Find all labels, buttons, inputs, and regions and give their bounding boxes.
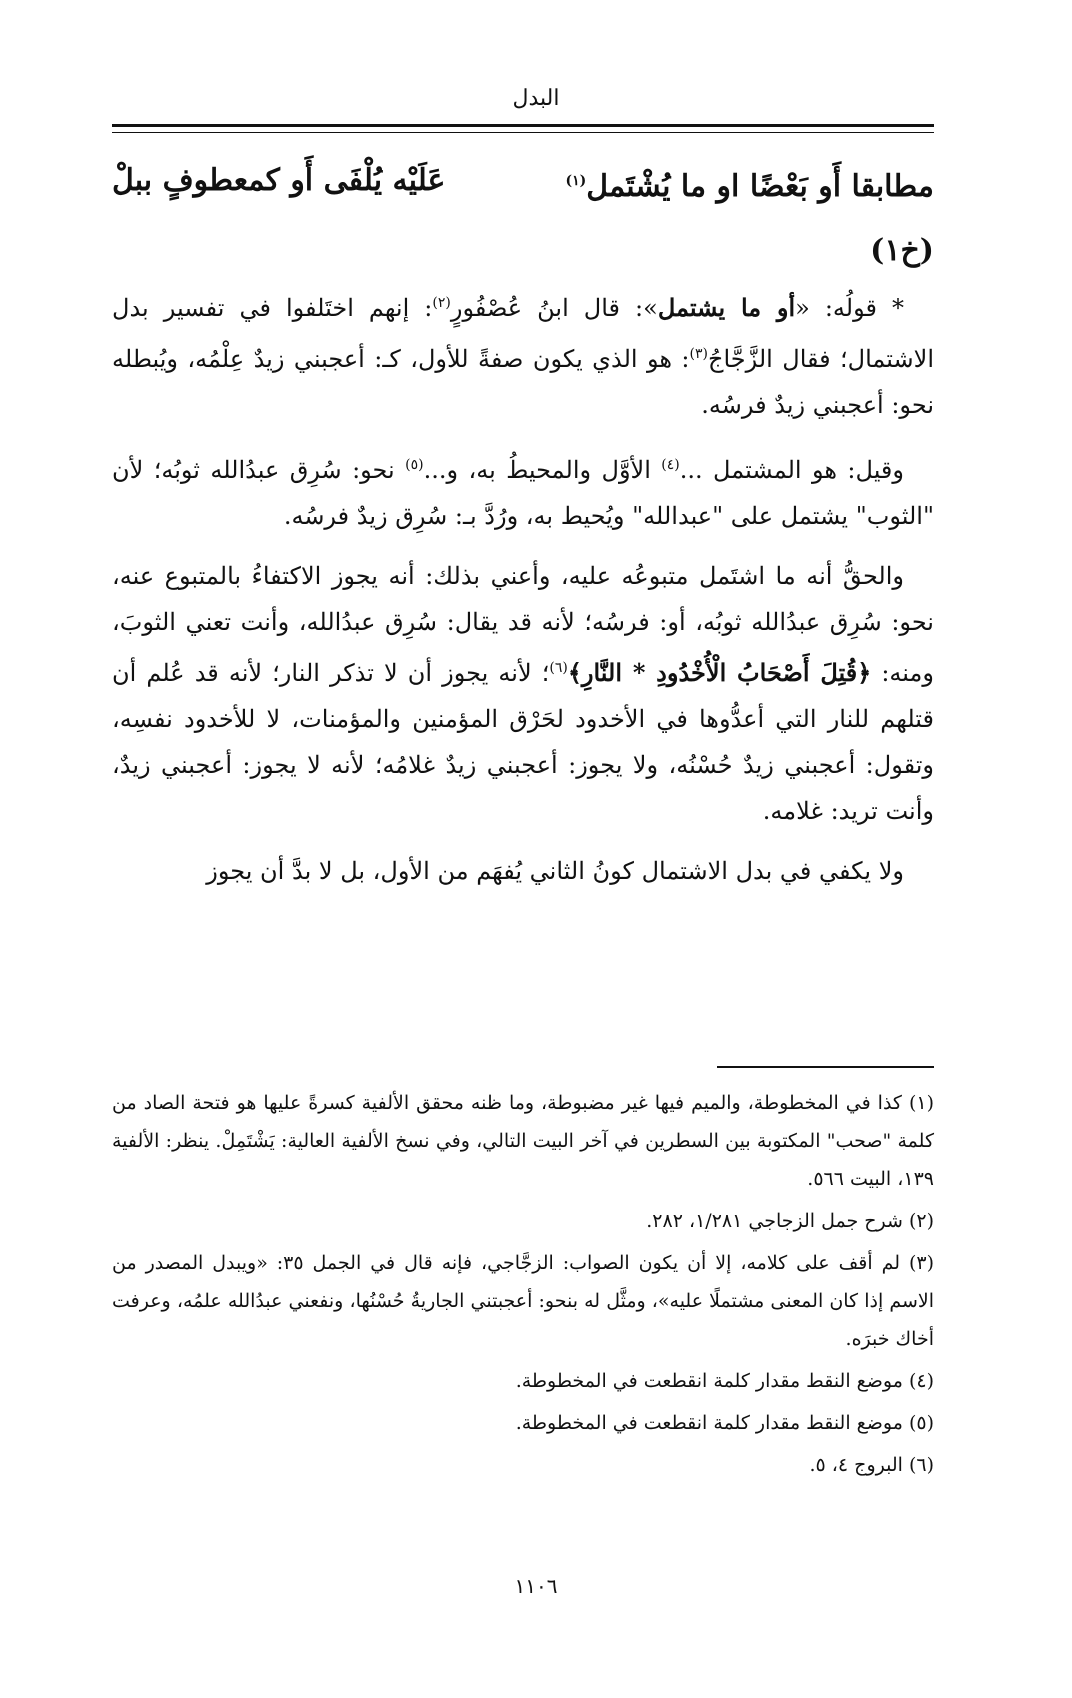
footnote-ref: (٤) xyxy=(661,457,680,473)
header-rule-thin xyxy=(112,132,934,133)
verse-tag: (خ١) xyxy=(870,233,934,268)
verse-line xyxy=(112,146,934,216)
verse-hemistich-first: مطابقا أَو بَعْضًا او ما يُشْتَمل$^{(١)}$ xyxy=(565,169,934,204)
quran-quote: ﴿قُتِلَ أَصْحَابُ الْأُخْدُودِ * النَّارِ﴾ xyxy=(567,658,872,687)
footnote-ref: (١) xyxy=(565,173,587,189)
footnote-separator xyxy=(717,1066,934,1068)
footnote: (١) كذا في المخطوطة، والميم فيها غير مضبوطة، وما ظنه محقق الألفية كسرةً عليها هو فتحة الصاد من كلمة "صحب" المكتوبة بين السطرين في آخر البيت التالي، وفي نسخ الألفية العالية: يَشْتَمِلْ. ينظر: الألفية ١٣٩، البيت ٥٦٦. xyxy=(112,1092,934,1190)
paragraph: * قولُه: «أو ما يشتمل»: قال ابنُ عُصْفُورٍ$^{(٢)}$: إنهم اختَلفوا في تفسير بدل الاشتمال؛ فقال الزَّجَّاجُ$^{(٣)}$: هو الذي يكون صفةً للأول، كـ: أعجبني زيدٌ عِلْمُه، ويُبطله نحو: أعجبني زيدٌ فرسُه. xyxy=(112,293,934,419)
footnote: (٣) لم أقف على كلامه، إلا أن يكون الصواب: الزجَّاجي، فإنه قال في الجمل ٣٥: «ويبدل المصدر من الاسم إذا كان المعنى مشتملًا عليه»، ومثَّل له بنحو: أعجبتني الجاريةُ حُسْنُها، ونفعني عبدُالله علمُه، وعرفت أخاك خبرَه. xyxy=(112,1252,935,1350)
running-title: البدل xyxy=(512,86,560,111)
quoted-phrase: أو ما يشتمل xyxy=(657,293,796,322)
main-text xyxy=(112,280,934,908)
header-rule-thick xyxy=(112,124,934,127)
footnote-ref: (٣) xyxy=(689,346,708,362)
verse-hemistich-second: عَلَيْه يُلْفَى أَو كمعطوفٍ ببلْ xyxy=(112,163,446,198)
footnote: (٤) موضع النقط مقدار كلمة انقطعت في المخطوطة. xyxy=(515,1370,934,1392)
footnote-ref: (٥) xyxy=(405,457,424,473)
footnote: (٢) شرح جمل الزجاجي ١/٢٨١، ٢٨٢. xyxy=(646,1210,934,1232)
paragraph: وقيل: هو المشتمل ...$^{(٤)}$ الأوَّل والمحيطُ به، و...$^{(٥)}$ نحو: سُرِق عبدُالله ثوبُه؛ لأن "الثوب" يشتمل على "عبدالله" ويُحيط به، ورُدَّ بـ: سُرِق زيدٌ فرسُه. xyxy=(112,456,934,530)
footnote: (٥) موضع النقط مقدار كلمة انقطعت في المخطوطة. xyxy=(515,1412,934,1434)
footnote-ref: (٦) xyxy=(549,660,568,676)
page-number: ١١٠٦ xyxy=(514,1574,558,1598)
footnote: (٦) البروج ٤، ٥. xyxy=(809,1454,934,1476)
paragraph: والحقُّ أنه ما اشتَمل متبوعُه عليه، وأعني بذلك: أنه يجوز الاكتفاءُ بالمتبوع عنه، نحو: سُرِق عبدُالله ثوبُه، أو: فرسُه؛ لأنه قد يقال: سُرِق عبدُالله، وأنت تعني الثوبَ، ومنه: ﴿قُتِلَ أَصْحَابُ الْأُخْدُودِ * النَّارِ﴾$^{(٦)}$؛ لأنه يجوز أن لا تذكر النار؛ لأنه قد عُلم أن قتلهم للنار التي أعدُّوها في الأخدود لحَرْق المؤمنين والمؤمنات، لا للأخدود نفسِه، وتقول: أعجبني زيدٌ حُسْنُه، ولا يجوز: أعجبني زيدٌ غلامُه؛ لأنه لا يجوز: أعجبني زيدٌ، وأنت تريد: غلامه. xyxy=(112,562,934,825)
footnotes xyxy=(112,1084,934,1488)
verse-block xyxy=(112,146,934,286)
footnote-ref: (٢) xyxy=(432,295,451,311)
paragraph: ولا يكفي في بدل الاشتمال كونُ الثاني يُفهَم من الأول، بل لا بدَّ أن يجوز xyxy=(206,857,904,885)
